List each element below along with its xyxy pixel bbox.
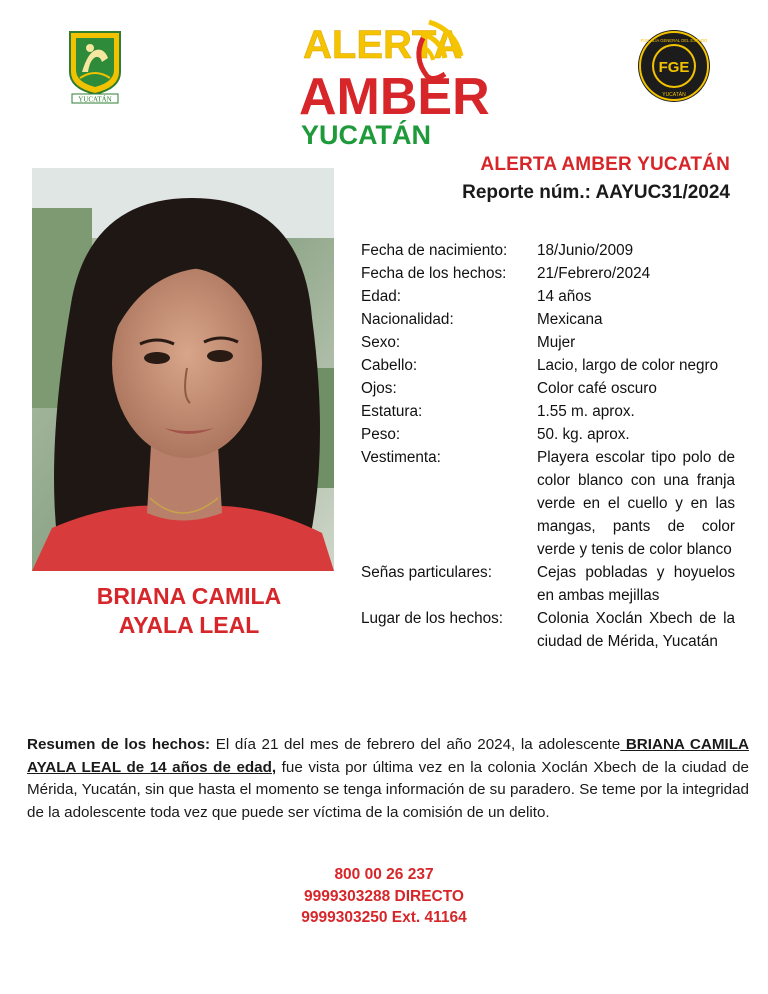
report-number: Reporte núm.: AAYUC31/2024 xyxy=(462,182,730,203)
detail-label: Vestimenta: xyxy=(361,449,441,466)
logo-yucatan-text: YUCATÁN xyxy=(301,120,431,150)
detail-value: Color café oscuro xyxy=(537,380,657,397)
detail-row-event-date xyxy=(361,262,735,285)
detail-label: Cabello: xyxy=(361,357,418,374)
alert-title: ALERTA AMBER YUCATÁN xyxy=(480,154,730,175)
detail-row-height xyxy=(361,400,735,423)
name-line-2: AYALA LEAL xyxy=(118,612,260,638)
detail-row-weight xyxy=(361,423,735,446)
detail-value: 50. kg. aprox. xyxy=(537,426,630,443)
detail-value: 21/Febrero/2024 xyxy=(537,265,651,282)
detail-row-sex xyxy=(361,331,735,354)
contact-direct: 9999303288 DIRECTO xyxy=(304,887,464,905)
detail-label: Ojos: xyxy=(361,380,397,397)
detail-label: Peso: xyxy=(361,426,401,443)
detail-row-nationality xyxy=(361,308,735,331)
detail-value: 14 años xyxy=(537,288,592,305)
detail-value: 18/Junio/2009 xyxy=(537,242,634,259)
detail-value: Mujer xyxy=(537,334,576,351)
missing-person-name xyxy=(60,582,318,640)
detail-row-eyes xyxy=(361,377,735,400)
detail-row-birthdate xyxy=(361,239,735,262)
details-table xyxy=(361,239,735,653)
detail-row-distinguishing-marks xyxy=(361,561,735,607)
logo-alerta-text: ALERTA xyxy=(303,23,463,67)
summary-text-2: fue vista por última vez en la colonia Xoclán Xbech de la ciudad de Mérida, Yucatán, sin que hasta el momento se tenga información de su paradero. Se teme por la integridad de la adolescente toda vez que puede ser víctima de la comisión de un delito. xyxy=(27,758,749,821)
detail-label: Fecha de los hechos: xyxy=(361,265,507,282)
detail-value: Mexicana xyxy=(537,311,603,328)
detail-row-location xyxy=(361,607,735,653)
summary-text-1: El día 21 del mes de febrero del año 2024, la adolescente xyxy=(210,736,621,753)
detail-label: Fecha de nacimiento: xyxy=(361,242,508,259)
detail-row-age xyxy=(361,285,735,308)
detail-label: Lugar de los hechos: xyxy=(361,610,504,627)
missing-person-photo xyxy=(32,168,334,571)
detail-row-hair xyxy=(361,354,735,377)
detail-value: Colonia Xoclán Xbech de la ciudad de Mérida, Yucatán xyxy=(537,610,735,650)
detail-value: Lacio, largo de color negro xyxy=(537,357,719,374)
summary-paragraph xyxy=(27,734,749,824)
fge-seal xyxy=(636,28,712,104)
detail-row-clothing xyxy=(361,446,735,561)
fge-ring-top: FISCALÍA GENERAL DEL ESTADO xyxy=(640,38,708,43)
detail-label: Estatura: xyxy=(361,403,423,420)
seal-label: YUCATÁN xyxy=(78,95,112,104)
detail-label: Edad: xyxy=(361,288,401,305)
summary-name-age: BRIANA CAMILA AYALA LEAL de 14 años de edad, xyxy=(27,736,749,776)
logo-amber-text: AMBER xyxy=(299,68,490,126)
detail-label: Nacionalidad: xyxy=(361,311,454,328)
detail-value: Cejas pobladas y hoyuelos en ambas mejillas xyxy=(537,564,735,604)
alerta-amber-logo xyxy=(295,14,490,150)
contact-numbers xyxy=(0,864,768,929)
fge-text: FGE xyxy=(658,59,690,76)
detail-label: Sexo: xyxy=(361,334,401,351)
contact-hotline: 800 00 26 237 xyxy=(334,866,434,883)
yucatan-coat-of-arms xyxy=(66,28,124,104)
detail-label: Señas particulares: xyxy=(361,564,492,581)
summary-heading: Resumen de los hechos: xyxy=(27,736,211,753)
contact-extension: 9999303250 Ext. 41164 xyxy=(301,909,467,926)
detail-value: 1.55 m. aprox. xyxy=(537,403,635,420)
name-line-1: BRIANA CAMILA xyxy=(96,583,282,609)
fge-ring-bottom: YUCATÁN xyxy=(662,92,686,98)
detail-value: Playera escolar tipo polo de color blanco con una franja verde en el cuello y en las mangas, pants de color verde y tenis de color blanco xyxy=(537,449,735,558)
